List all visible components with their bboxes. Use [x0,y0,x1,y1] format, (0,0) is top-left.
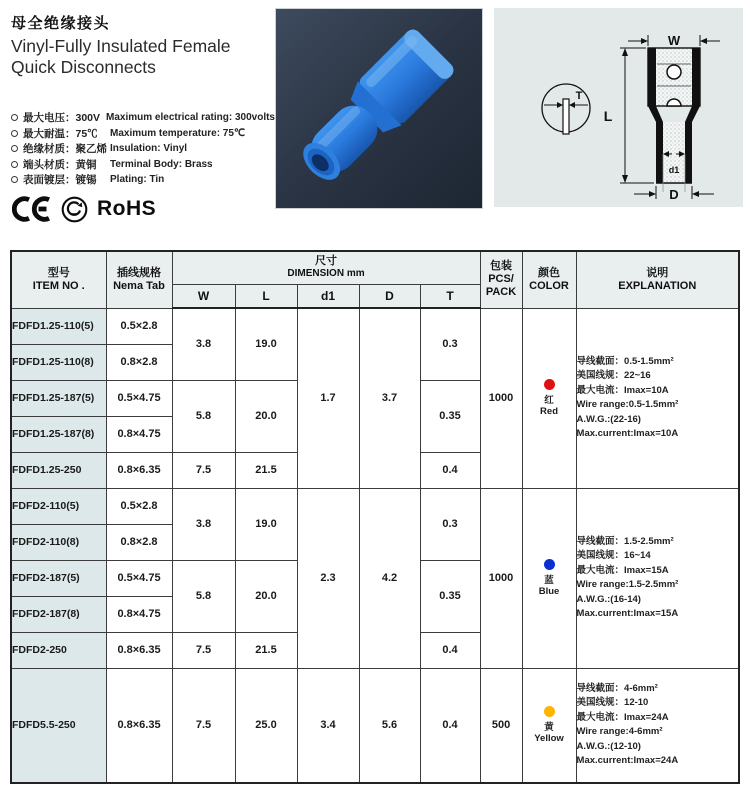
nema-tab-cell: 0.5×4.75 [106,380,172,416]
dim-l-cell: 25.0 [235,668,297,783]
dim-l-cell: 19.0 [235,488,297,560]
dim-l-cell: 21.5 [235,452,297,488]
nema-tab-cell: 0.8×6.35 [106,452,172,488]
nema-tab-cell: 0.8×4.75 [106,416,172,452]
explanation-line: Max.current:Imax=10A [576,428,679,439]
explanation-line: 美国线规：12-10 [576,697,649,709]
header-dim-l: L [235,284,297,308]
header-dimension-en: DIMENSION mm [287,268,365,280]
header-item-no [11,251,106,308]
header-dim-w: W [172,284,235,308]
color-dot-icon [544,559,555,570]
item-no-cell: FDFD2-110(8) [11,524,106,560]
dim-label-l: L [603,108,613,124]
dim-l-cell: 20.0 [235,380,297,452]
dim-w-cell: 7.5 [172,668,235,783]
nema-tab-cell: 0.5×2.8 [106,308,172,344]
dim-l-cell: 21.5 [235,632,297,668]
spec-en: Terminal Body: Brass [110,158,213,170]
spec-row-insulation [11,141,275,157]
explanation-line: A.W.G.:(16-14) [576,593,641,605]
explanation-line: 最大电流：Imax=24A [576,711,669,723]
dim-t-cell: 0.35 [420,380,480,452]
dim-l-cell: 20.0 [235,560,297,632]
color-dot-icon [544,706,555,717]
explanation-line: Wire range:1.5-2.5mm² [576,579,679,590]
explanation-line: 美国线规：16~14 [576,550,651,561]
header-item-no-en: ITEM NO . [32,279,85,292]
header-color-zh: 颜色 [538,266,561,279]
nema-tab-cell: 0.8×4.75 [106,596,172,632]
nema-tab-cell: 0.8×2.8 [106,344,172,380]
table-row [11,668,739,783]
spec-zh: 绝缘材质：聚乙烯 [23,143,107,156]
bullet-icon [11,176,18,183]
color-cell [522,308,576,488]
explanation-line: A.W.G.:(12-10) [576,740,641,752]
item-no-cell: FDFD1.25-187(5) [11,380,106,416]
header-dimension-zh: 尺寸 [315,255,338,268]
spec-row-temperature [11,126,275,142]
spec-row-terminal-body [11,157,275,173]
header-dimension [172,251,480,284]
header-color-en: COLOR [529,279,569,292]
ce-mark-icon [12,195,52,223]
nema-tab-cell: 0.8×6.35 [106,632,172,668]
color-cell [522,488,576,668]
item-no-cell: FDFD2-187(8) [11,596,106,632]
explanation-line: 导线截面：4-6mm² [576,682,658,694]
bullet-icon [11,130,18,137]
explanation-cell [576,308,739,488]
color-name-zh: 蓝 [544,575,554,586]
header-nema-en: Nema Tab [113,279,165,292]
header-explanation-zh: 说明 [646,266,669,279]
spec-zh: 端头材质：黄铜 [23,158,97,171]
bullet-icon [11,161,18,168]
certification-logos [12,195,156,223]
spec-en: Plating: Tin [110,174,165,186]
rohs-label: RoHS [97,197,157,220]
explanation-line: Wire range:0.5-1.5mm² [576,399,679,410]
header-pack-en1: PCS/ [488,273,514,286]
item-no-cell: FDFD2-187(5) [11,560,106,596]
dim-w-cell: 3.8 [172,308,235,380]
dim-w-cell: 5.8 [172,380,235,452]
dim-w-cell: 5.8 [172,560,235,632]
spec-table-body [11,308,739,783]
bullet-icon [11,114,18,121]
item-no-cell: FDFD1.25-187(8) [11,416,106,452]
explanation-cell [576,668,739,783]
dim-label-t: T [575,90,583,102]
table-header-row-1 [11,251,739,284]
dim-d1-cell: 3.4 [297,668,359,783]
spec-list [11,110,275,188]
dim-label-d1: d1 [668,165,680,175]
dim-t-cell: 0.4 [420,668,480,783]
dim-w-cell: 7.5 [172,632,235,668]
explanation-line: A.W.G.:(22-16) [576,413,641,425]
explanation-line: Max.current:Imax=24A [576,755,679,767]
dim-t-cell: 0.3 [420,488,480,560]
product-title-en [11,36,271,78]
dim-w-cell: 3.8 [172,488,235,560]
color-name-zh: 黄 [544,722,554,734]
dim-d1-cell: 1.7 [297,308,359,488]
dim-label-w: W [667,33,681,48]
color-name-en: Blue [538,586,560,597]
dim-t-cell: 0.35 [420,560,480,632]
table-row [11,488,739,524]
spec-row-plating [11,172,275,188]
explanation-line: 导线截面：0.5-1.5mm² [576,355,674,367]
header-dim-t: T [420,284,480,308]
product-title-en-line1: Vinyl-Fully Insulated Female [11,36,231,56]
item-no-cell: FDFD2-250 [11,632,106,668]
certification-mark-icon [61,196,88,223]
color-name-en: Yellow [534,733,564,745]
explanation-line: 美国线规：22~16 [576,370,651,381]
explanation-line: Max.current:Imax=15A [576,608,679,619]
spec-zh: 最大电压：300V [23,112,101,125]
dim-t-cell: 0.3 [420,308,480,380]
dim-label-d: D [669,187,679,202]
product-title-zh: 母全绝缘接头 [11,15,111,32]
nema-tab-cell: 0.5×4.75 [106,560,172,596]
item-no-cell: FDFD1.25-250 [11,452,106,488]
dim-l-cell: 19.0 [235,308,297,380]
technical-drawing [494,8,743,207]
explanation-line: 最大电流：Imax=10A [576,384,669,396]
dim-t-cell: 0.4 [420,452,480,488]
product-photo [275,8,483,209]
explanation-cell [576,488,739,668]
dim-d1-cell: 2.3 [297,488,359,668]
spec-en: Insulation: Vinyl [110,143,188,155]
spec-en: Maximum electrical rating: 300volts [106,112,275,124]
dim-d-cell: 5.6 [359,668,420,783]
bullet-icon [11,145,18,152]
header-explanation-en: EXPLANATION [618,279,697,292]
dimension-diagram [494,8,743,207]
spec-table [10,250,740,784]
pack-cell: 1000 [480,488,522,668]
header-pack [480,251,522,308]
color-cell [522,668,576,783]
spec-en: Maximum temperature: 75℃ [110,127,246,139]
item-no-cell: FDFD2-110(5) [11,488,106,524]
dim-t-cell: 0.4 [420,632,480,668]
header-nema-zh: 插线规格 [117,266,161,279]
blue-terminal-image [276,9,482,208]
header-color [522,251,576,308]
explanation-line: 最大电流：Imax=15A [576,564,669,576]
nema-tab-cell: 0.8×6.35 [106,668,172,783]
header-dim-d: D [359,284,420,308]
spec-zh: 表面镀层：镀锡 [23,174,97,187]
header-nema-tab [106,251,172,308]
header-explanation [576,251,739,308]
dim-d-cell: 4.2 [359,488,420,668]
nema-tab-cell: 0.5×2.8 [106,488,172,524]
table-row [11,308,739,344]
item-no-cell: FDFD1.25-110(5) [11,308,106,344]
nema-tab-cell: 0.8×2.8 [106,524,172,560]
product-title-en-line2: Quick Disconnects [11,57,156,77]
header-dim-d1: d1 [297,284,359,308]
pack-cell: 1000 [480,308,522,488]
header-pack-zh: 包装 [490,260,513,273]
header-item-no-zh: 型号 [47,266,70,279]
pack-cell: 500 [480,668,522,783]
item-no-cell: FDFD1.25-110(8) [11,344,106,380]
spec-row-voltage [11,110,275,126]
color-dot-icon [544,379,555,390]
explanation-line: Wire range:4-6mm² [576,726,663,738]
color-name-en: Red [540,406,558,417]
color-name-zh: 红 [544,395,554,406]
spec-zh: 最大耐温：75℃ [23,127,98,140]
explanation-line: 导线截面：1.5-2.5mm² [576,535,674,547]
product-info [11,12,271,78]
dim-d-cell: 3.7 [359,308,420,488]
item-no-cell: FDFD5.5-250 [11,668,106,783]
dim-w-cell: 7.5 [172,452,235,488]
header-pack-en2: PACK [485,286,517,299]
